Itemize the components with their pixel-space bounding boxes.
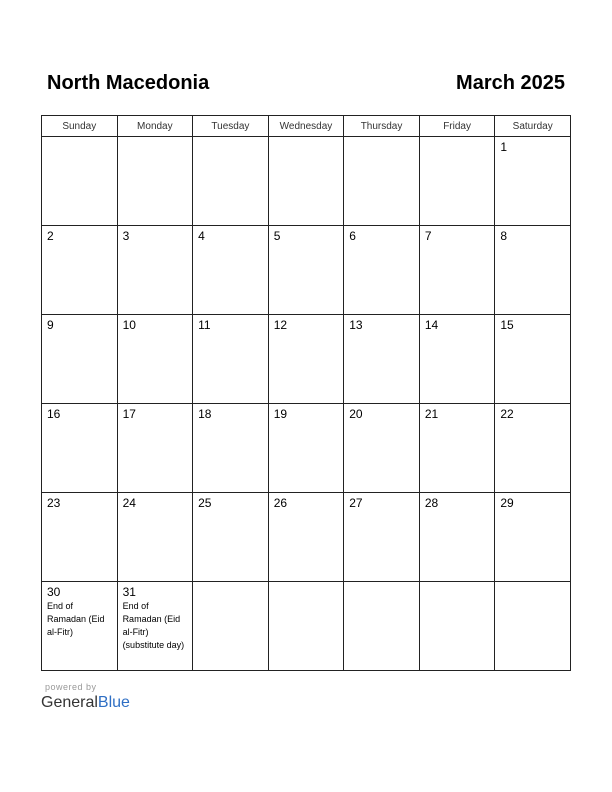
day-number: 18 xyxy=(198,407,212,421)
day-cell xyxy=(117,493,193,582)
day-cell xyxy=(117,137,193,226)
brand-general-text: General xyxy=(41,694,98,711)
day-cell xyxy=(495,493,571,582)
day-cell xyxy=(344,137,420,226)
week-row xyxy=(42,226,571,315)
day-number: 25 xyxy=(198,496,212,510)
weekday-header-row xyxy=(42,116,571,137)
weekday-header: Friday xyxy=(419,116,495,137)
day-cell xyxy=(42,315,118,404)
country-title: North Macedonia xyxy=(47,72,210,94)
day-cell xyxy=(268,315,344,404)
day-cell xyxy=(268,404,344,493)
day-cell xyxy=(193,582,269,671)
weekday-header: Sunday xyxy=(42,116,118,137)
day-number: 3 xyxy=(122,229,130,243)
day-cell xyxy=(344,315,420,404)
day-cell xyxy=(495,404,571,493)
week-row xyxy=(42,493,571,582)
day-number: 21 xyxy=(424,407,439,421)
day-cell xyxy=(495,315,571,404)
day-cell xyxy=(344,493,420,582)
day-number: 31 xyxy=(122,585,136,599)
day-number: 9 xyxy=(47,318,54,332)
weekday-header: Wednesday xyxy=(268,116,344,137)
day-number: 22 xyxy=(500,407,514,421)
day-cell xyxy=(344,404,420,493)
day-cell xyxy=(268,582,344,671)
day-cell xyxy=(419,404,495,493)
day-number: 26 xyxy=(273,496,288,510)
day-cell xyxy=(42,137,118,226)
day-cell xyxy=(344,582,420,671)
week-row xyxy=(42,404,571,493)
calendar-grid xyxy=(41,115,571,671)
day-number: 19 xyxy=(273,407,288,421)
day-cell xyxy=(193,404,269,493)
day-cell xyxy=(268,137,344,226)
day-number: 13 xyxy=(349,318,363,332)
day-cell xyxy=(268,226,344,315)
week-row xyxy=(42,315,571,404)
day-number: 4 xyxy=(198,229,205,243)
day-number: 10 xyxy=(122,318,136,332)
day-number: 17 xyxy=(122,407,136,421)
day-cell xyxy=(117,582,193,671)
brand-blue-text: Blue xyxy=(97,694,130,711)
week-row xyxy=(42,137,571,226)
day-number: 29 xyxy=(500,496,514,510)
day-number: 24 xyxy=(122,496,136,510)
day-cell xyxy=(495,582,571,671)
day-number: 2 xyxy=(47,229,54,243)
day-cell xyxy=(42,404,118,493)
day-cell xyxy=(193,493,269,582)
generalblue-logo-link[interactable] xyxy=(41,694,130,712)
day-number: 11 xyxy=(198,318,211,332)
weekday-header: Saturday xyxy=(495,116,571,137)
day-number: 6 xyxy=(349,229,356,243)
day-number: 28 xyxy=(424,496,439,510)
day-number: 7 xyxy=(424,229,432,243)
day-number: 23 xyxy=(47,496,61,510)
day-number: 8 xyxy=(500,229,508,243)
day-cell xyxy=(117,226,193,315)
day-number: 16 xyxy=(47,407,61,421)
holiday-label: End of Ramadan (Eid al-Fitr) (substitute day) xyxy=(122,601,185,650)
holiday-label: End of Ramadan (Eid al-Fitr) xyxy=(47,601,105,637)
weekday-header: Tuesday xyxy=(193,116,269,137)
weekday-header: Monday xyxy=(117,116,193,137)
day-cell xyxy=(117,404,193,493)
day-cell xyxy=(419,315,495,404)
day-cell xyxy=(419,137,495,226)
day-cell xyxy=(117,315,193,404)
day-cell xyxy=(344,226,420,315)
day-cell xyxy=(419,582,495,671)
day-number: 5 xyxy=(273,229,281,243)
day-number: 1 xyxy=(500,140,508,154)
day-number: 12 xyxy=(273,318,288,332)
day-cell xyxy=(419,226,495,315)
day-number: 30 xyxy=(47,585,61,599)
day-number: 27 xyxy=(349,496,363,510)
day-cell xyxy=(268,493,344,582)
day-cell xyxy=(193,137,269,226)
day-cell xyxy=(42,226,118,315)
month-title: March 2025 xyxy=(456,72,565,94)
day-number: 20 xyxy=(349,407,363,421)
day-cell xyxy=(495,137,571,226)
day-cell xyxy=(42,582,118,671)
day-number: 15 xyxy=(500,318,514,332)
day-cell xyxy=(42,493,118,582)
day-cell xyxy=(419,493,495,582)
day-cell xyxy=(193,315,269,404)
weekday-header: Thursday xyxy=(344,116,420,137)
day-cell xyxy=(495,226,571,315)
powered-by-label: powered by xyxy=(45,682,97,692)
day-cell xyxy=(193,226,269,315)
day-number: 14 xyxy=(424,318,439,332)
week-row xyxy=(42,582,571,671)
